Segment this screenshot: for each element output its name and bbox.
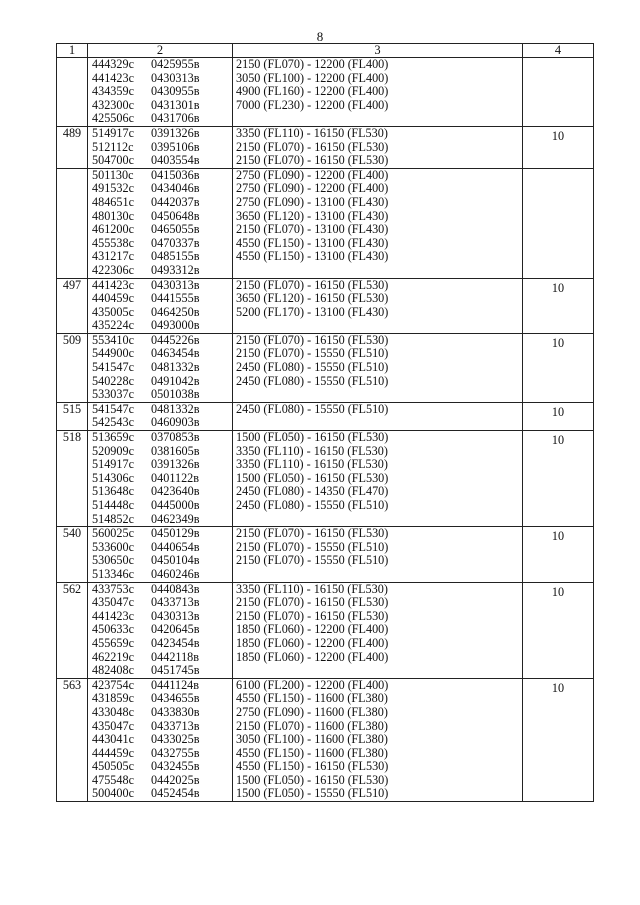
latitude: 422306c [92,262,134,277]
altitude-range: 2750 (FL090) - 11600 (FL380) [236,704,388,719]
coordinate-pair [88,388,232,402]
coordinate-pair [88,264,232,278]
row-number-cell [57,126,88,168]
row-number: 540 [62,526,82,541]
coordinates-cell [88,402,233,430]
coordinate-pair [88,361,232,375]
column-header-4: 4 [523,44,594,58]
altitude-range: 3050 (FL100) - 12200 (FL400) [236,70,389,85]
coordinate-pair [88,720,232,734]
latitude: 530650c [92,553,134,568]
altitude-range: 2750 (FL090) - 12200 (FL400) [236,181,389,196]
altitude-range: 2450 (FL080) - 14350 (FL470) [236,484,389,499]
latitude: 553410c [92,332,134,347]
longitude: 0423454в [151,635,200,650]
coordinate-pair [88,637,232,651]
table-row [57,431,594,527]
longitude: 0430313в [151,277,200,292]
row-value: 10 [551,529,565,544]
latitude: 441423c [92,608,134,623]
value-cell [523,678,594,801]
table-row [57,678,594,801]
altitude-range: 1500 (FL050) - 16150 (FL530) [236,430,389,445]
longitude: 0433713в [151,718,200,733]
longitude: 0451745в [151,663,200,678]
longitude: 0440843в [151,581,200,596]
row-number: 509 [62,332,82,347]
latitude: 450505c [92,759,134,774]
coordinate-pair [88,279,232,293]
coordinate-pair [88,568,232,582]
row-number [57,58,87,72]
longitude: 0423640в [151,484,200,499]
coordinate-pair [88,431,232,445]
table-row [57,582,594,678]
coordinate-pair [88,85,232,99]
longitude: 0485155в [151,249,200,264]
coordinate-pair [88,472,232,486]
coordinate-pair [88,141,232,155]
row-number: 563 [62,677,82,692]
altitude-range: 3050 (FL100) - 11600 (FL380) [236,732,388,747]
longitude: 0442118в [151,649,200,664]
latitude: 450633c [92,622,134,637]
value-cell [523,402,594,430]
latitude: 504700c [92,153,134,168]
row-number-cell [57,278,88,333]
longitude: 0370853в [151,430,200,445]
column-header-2: 2 [88,44,233,58]
longitude: 0465055в [151,222,200,237]
altitude-range: 2150 (FL070) - 15550 (FL510) [236,346,389,361]
altitude-range: 2750 (FL090) - 13100 (FL430) [236,194,389,209]
row-value [523,172,593,186]
longitude: 0441555в [151,291,200,306]
coordinate-pair [88,513,232,527]
longitude: 0430313в [151,70,200,85]
coordinate-pair [88,347,232,361]
latitude: 431217c [92,249,134,264]
table-row [57,527,594,582]
latitude: 423754c [92,677,134,692]
column-header-1: 1 [57,44,88,58]
altitude-cell [233,527,523,582]
value-cell [523,168,594,278]
coordinate-pair [88,787,232,801]
longitude: 0395106в [151,139,200,154]
coordinate-pair [88,760,232,774]
latitude: 542543c [92,415,134,430]
coordinate-pair [88,692,232,706]
longitude: 0433830в [151,704,200,719]
altitude-range: 3350 (FL110) - 16150 (FL530) [236,457,388,472]
coordinates-cell [88,58,233,127]
longitude: 0442025в [151,772,200,787]
longitude: 0445000в [151,498,200,512]
coordinate-pair [88,596,232,610]
coordinate-pair [88,169,232,183]
latitude: 544900c [92,346,134,361]
latitude: 435047c [92,595,134,610]
value-cell [523,278,594,333]
table-header-row [57,44,594,58]
latitude: 440459c [92,291,134,306]
latitude: 514852c [92,511,134,526]
altitude-range: 2150 (FL070) - 15550 (FL510) [236,553,389,568]
longitude: 0470337в [151,235,200,250]
value-cell [523,431,594,527]
coordinate-pair [88,58,232,72]
row-number: 515 [62,401,82,416]
coordinate-pair [88,210,232,224]
latitude: 435224c [92,318,134,333]
row-number: 489 [62,125,82,140]
longitude: 0432455в [151,759,200,774]
row-value: 10 [551,433,565,448]
altitude-range: 3650 (FL120) - 16150 (FL530) [236,291,389,306]
coordinates-cell [88,126,233,168]
longitude: 0433713в [151,595,200,610]
column-header-3: 3 [233,44,523,58]
table-row [57,168,594,278]
coordinate-pair [88,306,232,320]
coordinates-cell [88,333,233,402]
value-cell [523,582,594,678]
altitude-range: 2450 (FL080) - 15550 (FL510) [236,360,389,375]
altitude-range: 2150 (FL070) - 16150 (FL530) [236,139,389,154]
altitude-range: 3350 (FL110) - 16150 (FL530) [236,125,388,140]
latitude: 441423c [92,277,134,292]
latitude: 541547c [92,401,134,416]
longitude: 0442037в [151,194,200,209]
latitude: 513659c [92,430,134,445]
altitude-cell [233,678,523,801]
latitude: 491532c [92,181,134,196]
altitude-range: 2150 (FL070) - 15550 (FL510) [236,539,389,554]
row-number: 562 [62,581,82,596]
latitude: 455659c [92,635,134,650]
longitude: 0434046в [151,181,200,196]
coordinate-pair [88,154,232,168]
table-body [57,58,594,802]
coordinates-cell [88,678,233,801]
latitude: 484651c [92,194,134,209]
altitude-cell [233,126,523,168]
coordinate-pair [88,610,232,624]
longitude: 0460246в [151,566,200,581]
longitude: 0430313в [151,608,200,623]
altitude-range: 2150 (FL070) - 12200 (FL400) [236,57,389,71]
longitude: 0440654в [151,539,200,554]
latitude: 513648c [92,484,134,499]
row-number-cell [57,402,88,430]
coordinate-pair [88,127,232,141]
coordinate-pair [88,112,232,126]
latitude: 560025c [92,526,134,541]
coordinate-pair [88,499,232,513]
row-number-cell [57,582,88,678]
altitude-range: 3350 (FL110) - 16150 (FL530) [236,443,388,458]
latitude: 432300c [92,97,134,112]
altitude-range: 4550 (FL150) - 13100 (FL430) [236,235,389,250]
coordinates-cell [88,278,233,333]
row-value: 10 [551,404,565,419]
coordinate-pair [88,182,232,196]
longitude: 0441124в [151,677,200,692]
altitude-cell [233,278,523,333]
coordinate-pair [88,99,232,113]
row-number: 497 [62,277,82,292]
coordinate-pair [88,485,232,499]
latitude: 514917c [92,457,134,472]
altitude-cell [233,58,523,127]
latitude: 441423c [92,70,134,85]
longitude: 0481332в [151,401,200,416]
row-number-cell [57,431,88,527]
value-cell [523,58,594,127]
row-value: 10 [551,280,565,295]
coordinate-pair [88,319,232,333]
altitude-range: 2750 (FL090) - 12200 (FL400) [236,167,389,182]
altitude-range: 1850 (FL060) - 12200 (FL400) [236,622,389,637]
altitude-range: 2150 (FL070) - 16150 (FL530) [236,526,389,541]
value-cell [523,126,594,168]
longitude: 0493312в [151,262,200,277]
latitude: 520909c [92,443,134,458]
row-value [523,61,593,75]
latitude: 461200c [92,222,134,237]
latitude: 455538c [92,235,134,250]
longitude: 0425955в [151,57,200,71]
coordinate-pair [88,196,232,210]
longitude: 0403554в [151,153,200,168]
latitude: 425506c [92,111,134,126]
latitude: 512112c [92,139,134,154]
row-value: 10 [551,335,565,350]
altitude-range: 4550 (FL150) - 16150 (FL530) [236,759,389,774]
latitude: 431859c [92,691,134,706]
longitude: 0463454в [151,346,200,361]
altitude-range: 2450 (FL080) - 15550 (FL510) [236,498,389,512]
longitude: 0431706в [151,111,200,126]
coordinates-cell [88,431,233,527]
coordinate-pair [88,747,232,761]
altitude-range: 4550 (FL150) - 11600 (FL380) [236,745,388,760]
table-row [57,333,594,402]
altitude-cell [233,431,523,527]
latitude: 514306c [92,470,134,485]
altitude-range: 1500 (FL050) - 16150 (FL530) [236,470,389,485]
altitude-range: 3350 (FL110) - 16150 (FL530) [236,581,388,596]
longitude: 0430955в [151,84,200,99]
longitude: 0452454в [151,786,200,801]
row-number-cell [57,333,88,402]
latitude: 540228c [92,373,134,388]
coordinate-pair [88,554,232,568]
altitude-range: 4550 (FL150) - 11600 (FL380) [236,691,388,706]
coordinate-pair [88,375,232,389]
altitude-range: 2150 (FL070) - 13100 (FL430) [236,222,389,237]
altitude-range: 1500 (FL050) - 15550 (FL510) [236,786,389,801]
latitude: 435047c [92,718,134,733]
coordinate-pair [88,679,232,693]
longitude: 0420645в [151,622,200,637]
longitude: 0450104в [151,553,200,568]
table-row [57,402,594,430]
table-row [57,58,594,127]
altitude-range: 4550 (FL150) - 13100 (FL430) [236,249,389,264]
altitude-range: 1850 (FL060) - 12200 (FL400) [236,649,389,664]
table-row [57,278,594,333]
latitude: 433753c [92,581,134,596]
coordinate-pair [88,623,232,637]
coordinate-pair [88,664,232,678]
altitude-cell [233,402,523,430]
coordinate-pair [88,445,232,459]
table-row [57,126,594,168]
coordinate-pair [88,334,232,348]
coordinate-pair [88,651,232,665]
longitude: 0493000в [151,318,200,333]
longitude: 0415036в [151,167,200,182]
latitude: 444459c [92,745,134,760]
coordinates-cell [88,527,233,582]
longitude: 0450648в [151,208,200,223]
row-value: 10 [551,680,565,695]
coordinates-cell [88,582,233,678]
longitude: 0432755в [151,745,200,760]
longitude: 0434655в [151,691,200,706]
row-number: 518 [62,430,82,445]
latitude: 501130c [92,167,134,182]
latitude: 533037c [92,387,134,402]
altitude-cell [233,582,523,678]
coordinate-pair [88,541,232,555]
coordinate-pair [88,250,232,264]
longitude: 0481332в [151,360,200,375]
latitude: 482408c [92,663,134,678]
longitude: 0462349в [151,511,200,526]
longitude: 0433025в [151,732,200,747]
coordinate-pair [88,774,232,788]
altitude-range: 2450 (FL080) - 15550 (FL510) [236,373,389,388]
altitude-range: 3650 (FL120) - 13100 (FL430) [236,208,389,223]
altitude-range: 2150 (FL070) - 16150 (FL530) [236,277,389,292]
row-number-cell [57,58,88,127]
latitude: 514917c [92,125,134,140]
coordinate-pair [88,706,232,720]
altitude-range: 2150 (FL070) - 16150 (FL530) [236,153,389,168]
altitude-range: 2150 (FL070) - 16150 (FL530) [236,595,389,610]
longitude: 0501038в [151,387,200,402]
altitude-range: 1500 (FL050) - 16150 (FL530) [236,772,389,787]
altitude-range: 1850 (FL060) - 12200 (FL400) [236,635,389,650]
longitude: 0464250в [151,304,200,319]
row-number-cell [57,527,88,582]
coordinate-pair [88,403,232,417]
latitude: 475548c [92,772,134,787]
longitude: 0391326в [151,457,200,472]
altitude-range: 2450 (FL080) - 15550 (FL510) [236,401,389,416]
altitude-range: 6100 (FL200) - 12200 (FL400) [236,677,389,692]
row-number-cell [57,678,88,801]
coordinates-cell [88,168,233,278]
coordinate-pair [88,458,232,472]
coordinate-pair [88,527,232,541]
value-cell [523,333,594,402]
coordinate-pair [88,237,232,251]
altitude-range: 2150 (FL070) - 11600 (FL380) [236,718,388,733]
longitude: 0450129в [151,526,200,541]
latitude: 435005c [92,304,134,319]
longitude: 0491042в [151,373,200,388]
coordinate-pair [88,292,232,306]
longitude: 0401122в [151,470,200,485]
longitude: 0445226в [151,332,200,347]
longitude: 0381605в [151,443,200,458]
coordinate-pair [88,733,232,747]
row-value: 10 [551,128,565,143]
altitude-cell [233,168,523,278]
longitude: 0431301в [151,97,200,112]
row-value: 10 [551,584,565,599]
altitude-range: 7000 (FL230) - 12200 (FL400) [236,97,389,112]
latitude: 434359c [92,84,134,99]
altitude-range: 2150 (FL070) - 16150 (FL530) [236,332,389,347]
row-number-cell [57,168,88,278]
altitude-range: 2150 (FL070) - 16150 (FL530) [236,608,389,623]
latitude: 443041c [92,732,134,747]
latitude: 500400c [92,786,134,801]
airspace-table [56,43,594,802]
page-number: 8 [316,29,324,44]
latitude: 514448c [92,498,134,512]
row-number [57,169,87,183]
coordinate-pair [88,416,232,430]
altitude-range: 4900 (FL160) - 12200 (FL400) [236,84,389,99]
altitude-range: 5200 (FL170) - 13100 (FL430) [236,304,389,319]
latitude: 462219c [92,649,134,664]
latitude: 513346c [92,566,134,581]
latitude: 444329c [92,57,134,71]
coordinate-pair [88,223,232,237]
coordinate-pair [88,583,232,597]
coordinate-pair [88,72,232,86]
latitude: 541547c [92,360,134,375]
longitude: 0391326в [151,125,200,140]
value-cell [523,527,594,582]
longitude: 0460903в [151,415,200,430]
latitude: 480130c [92,208,134,223]
latitude: 433048c [92,704,134,719]
latitude: 533600c [92,539,134,554]
altitude-cell [233,333,523,402]
